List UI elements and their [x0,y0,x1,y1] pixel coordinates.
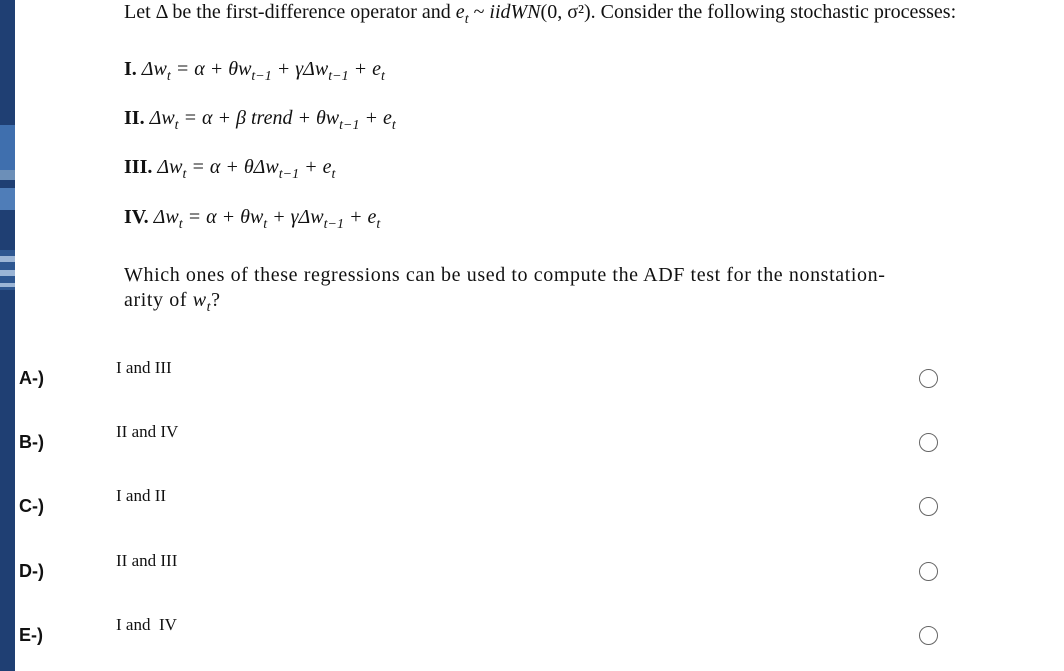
option-letter: D-) [19,561,44,581]
strip-band [0,270,15,276]
option-text[interactable]: II and IV [116,422,179,441]
option-e-radio[interactable] [919,626,938,645]
option-b-radio[interactable] [919,433,938,452]
option-c-radio[interactable] [919,497,938,516]
equation-1: I. $\Delta w_t = \alpha + \theta w_{t-1} + \gamma\Delta w_{t-1} + e_t$ [124,58,385,84]
strip-band [0,283,15,287]
equation-label: II. [124,107,145,129]
intro-tilde: ~ [468,1,490,23]
equation-label: I. [124,58,137,80]
option-d-radio[interactable] [919,562,938,581]
option-letter: E-) [19,625,43,645]
option-letter: A-) [19,368,44,388]
option-e[interactable] [0,617,1064,657]
question-line-1: Which ones of these regressions can be used to compute the ADF test for the nonstation- [124,264,886,286]
equation-3: III. $\Delta w_t = \alpha + \theta\Delta w_{t-1} + e_t$ [124,156,336,182]
equation-label: IV. [124,206,149,228]
strip-band [0,188,15,210]
option-c[interactable] [0,488,1064,528]
question-end: ? [211,289,221,311]
intro-et: $e_t$ [455,1,469,27]
intro-params: (0, σ²) [540,1,591,23]
strip-band [0,170,15,180]
intro-prefix: Let Δ be the first-difference operator and [124,1,456,23]
option-text[interactable]: I and II [116,486,167,505]
intro-suffix: . Consider the following stochastic processes: [590,1,957,23]
equation-label: III. [124,156,153,178]
option-b[interactable] [0,424,1064,464]
equation-4: IV. $\Delta w_t = \alpha + \theta w_t + \gamma\Delta w_{t-1} + e_t$ [124,206,381,232]
question-intro [124,1,1064,27]
option-text[interactable]: I and III [116,358,172,377]
option-text[interactable]: II and III [116,551,178,570]
option-text[interactable]: I and IV [116,615,177,634]
strip-band [0,125,15,170]
option-letter: B-) [19,432,44,452]
question-line-2: arity of [124,289,193,311]
intro-dist: iidWN [489,1,541,23]
option-letter: C-) [19,496,44,516]
option-a-radio[interactable] [919,369,938,388]
question-text [124,263,1059,313]
strip-band [0,256,15,262]
option-a[interactable] [0,360,1064,400]
equation-2: II. $\Delta w_t = \alpha + \beta$ trend + $\theta w_{t-1} + e_t$ [124,107,396,133]
option-d[interactable] [0,553,1064,593]
question-var: $w_t$ [192,289,212,315]
